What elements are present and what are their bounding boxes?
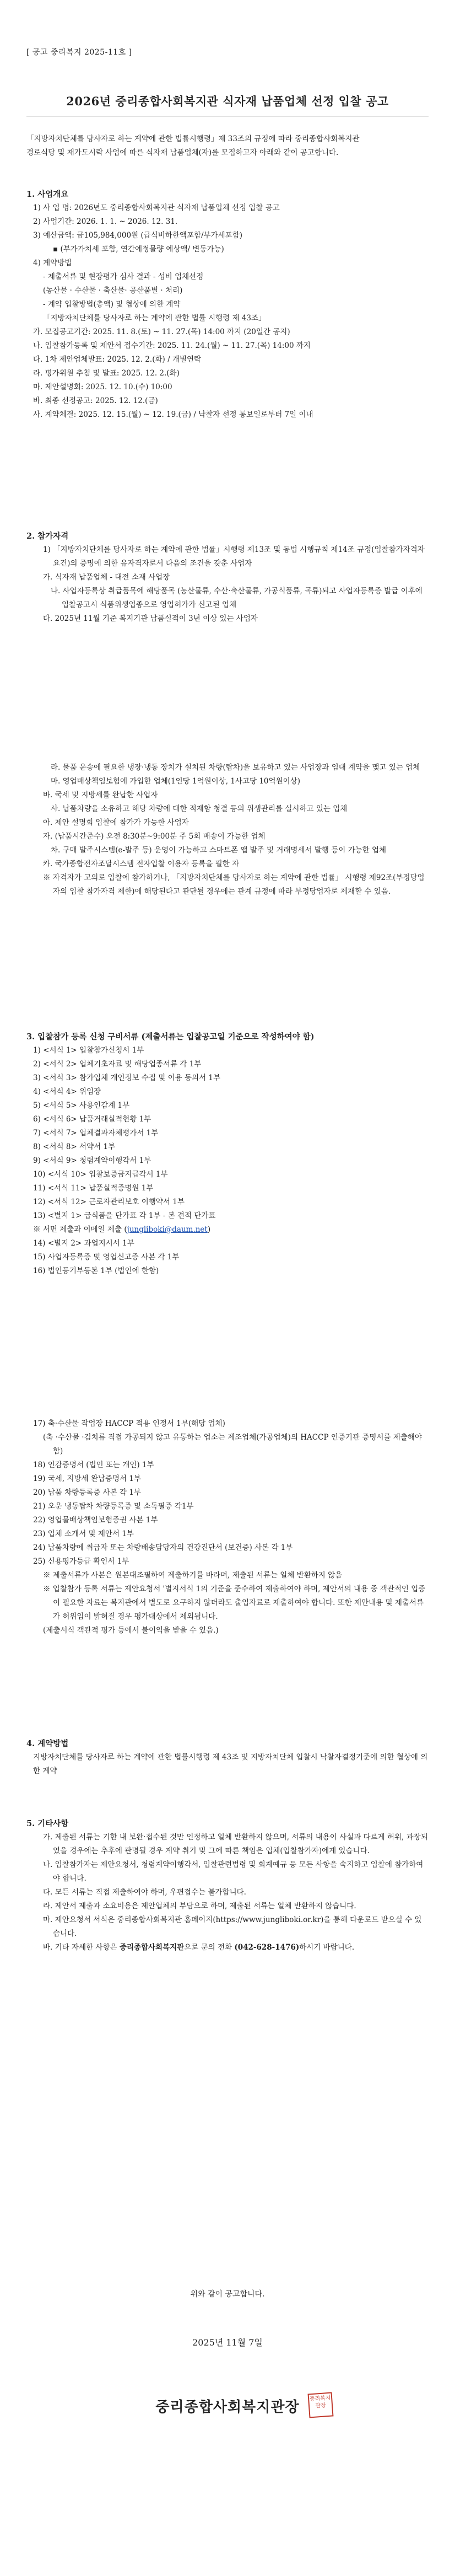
- eligibility-item: 마. 영업배상책임보험에 가입한 업체(1인당 1억원이상, 1사고당 10억원이상): [51, 777, 300, 786]
- section-heading: 5. 기타사항: [26, 1819, 69, 1828]
- overview-item: 3) 예산금액: 금105,984,000원 (급식비하한액포함/부가세포함): [33, 231, 243, 240]
- eligibility-item: 가. 식자재 납품업체 - 대전 소재 사업장: [43, 573, 170, 582]
- document-item: 10) <서식 10> 입찰보증금지급각서 1부: [33, 1170, 168, 1179]
- eligibility-item: 바. 국세 및 지방세를 완납한 사업자: [43, 791, 158, 799]
- overview-item: 바. 최종 선정공고: 2025. 12. 12.(금): [33, 396, 158, 405]
- eligibility-item: 사. 납품차량을 소유하고 해당 차량에 대한 적재함 청결 등의 위생관리를 실시하고 있는 업체: [51, 804, 348, 813]
- eligibility-item: 나. 사업자등록상 취급품목에 해당품목 (농산물류, 수산·축산물류, 가공식품류, 곡류)되고 사업자등록증 발급 이후에 입찰공고시 식품위생업종으로 영업허가가 신고된 업체: [51, 587, 422, 609]
- section-business-overview: [26, 187, 429, 422]
- overview-item: - 제출서류 및 현장평가 심사 결과 - 성비 업체선정: [43, 272, 204, 281]
- document-item: 12) <서식 12> 근로자관리보호 이행약서 1부: [33, 1198, 185, 1206]
- section-required-documents-continued: [26, 1417, 429, 1638]
- overview-item: 사. 계약체결: 2025. 12. 15.(월) ~ 12. 19.(금) / 낙찰자 선정 통보일로부터 7일 이내: [33, 410, 313, 419]
- notice-number: [ 공고 중리복지 2025-11호 ]: [26, 48, 132, 57]
- document-item: 16) 법인등기부등본 1부 (법인에 한함): [33, 1266, 159, 1275]
- document-item: 6) <서식 6> 납품거래실적현황 1부: [33, 1115, 151, 1124]
- document-item: 17) 축·수산물 작업장 HACCP 적용 인정서 1부(해당 업체): [33, 1419, 225, 1428]
- section-body: [26, 761, 429, 899]
- overview-item: - 계약 입찰방법(총액) 및 협상에 의한 계약: [43, 300, 181, 309]
- document-item: 22) 영업물배상책임보험증권 사본 1부: [33, 1516, 158, 1525]
- section-body: [26, 1417, 429, 1638]
- overview-item: 1) 사 업 명: 2026년도 중리종합사회복지관 식자재 납품업체 선정 입찰 공고: [33, 203, 280, 212]
- eligibility-item: 아. 제안 설명회 입찰에 참가가 가능한 사업자: [43, 818, 189, 827]
- document-item: 20) 납품 차량등록증 사본 각 1부: [33, 1488, 141, 1497]
- eligibility-item: 다. 2025년 11월 기준 복지기관 납품실적이 3년 이상 있는 사업자: [43, 614, 258, 623]
- document-item: 25) 신용평가등급 확인서 1부: [33, 1557, 129, 1566]
- overview-item: 나. 입찰참가등록 및 제안서 접수기간: 2025. 11. 24.(월) ~ 11. 27.(목) 14:00 까지: [33, 341, 311, 350]
- section-heading: 3. 입찰참가 등록 신청 구비서류 (제출서류는 입찰공고일 기준으로 작성하여야 함): [26, 1032, 315, 1042]
- document-item: ※ 서면 제출과 이메일 제출 (jungliboki@daum.net): [33, 1225, 211, 1234]
- section-heading: 4. 계약방법: [26, 1739, 69, 1748]
- notice-date: 2025년 11월 7일: [192, 2337, 263, 2348]
- document-item: 15) 사업자등록증 및 영업신고증 사본 각 1부: [33, 1253, 180, 1262]
- document-item: 18) 인감증명서 (법인 또는 개인) 1부: [33, 1461, 154, 1469]
- document-item: 5) <서식 5> 사용인감계 1부: [33, 1101, 130, 1110]
- overview-item: 「지방자치단체를 당사자로 하는 계약에 관한 법률 시행령 제 43조」: [43, 314, 266, 323]
- document-item: 23) 업체 소개서 및 제안서 1부: [33, 1530, 134, 1538]
- document-item: 9) <서식 9> 청렴계약이행각서 1부: [33, 1156, 151, 1165]
- eligibility-item: 자. (납품시간준수) 오전 8:30분~9:00분 주 5회 배송이 가능한 업체: [43, 832, 266, 841]
- contact-phone: (042-628-1476): [234, 1943, 300, 1952]
- contact-mid: 으로 문의 전화: [184, 1943, 235, 1952]
- document-item: 24) 납품차량에 취급자 또는 차량배송담당자의 건강진단서 (보건증) 사본 각 1부: [33, 1543, 293, 1552]
- contact-line: [26, 1941, 429, 1955]
- eligibility-item: 라. 물품 운송에 필요한 냉장·냉동 장치가 설치된 차량(탑차)을 보유하고 있는 사업장과 임대 계약을 맺고 있는 업체: [51, 763, 420, 772]
- document-item: (축 ·수산물 ·김치류 직접 가공되지 않고 유통하는 업소는 제조업체(가공업체)의 HACCP 인증기관 증명서를 제출해야 함): [43, 1433, 422, 1456]
- section-heading: 1. 사업개요: [26, 190, 69, 199]
- document-item: 3) <서식 3> 참가업체 개인정보 수집 및 이용 동의서 1부: [33, 1074, 221, 1082]
- overview-item: 다. 1차 제안업체발표: 2025. 12. 2.(화) / 개별연락: [33, 355, 202, 364]
- misc-item: 다. 모든 서류는 직접 제출하여야 하며, 우편접수는 불가합니다.: [43, 1888, 246, 1897]
- misc-item: 가. 제출된 서류는 기한 내 보완·접수된 것만 인정하고 일체 반환하지 않으며, 서류의 내용이 사실과 다르게 허위, 과장되었을 경우에는 추후에 판명될 경우 계약 취기 및 그에 따른 책임은 업체(입찰참가자)에게 있습니다.: [43, 1833, 428, 1855]
- contact-prefix: 바. 기타 자세한 사항은: [43, 1943, 120, 1952]
- overview-item: 4) 계약방법: [33, 259, 72, 267]
- contract-method-text: 지방자치단체를 당사자로 하는 계약에 관한 법률시행령 제 43조 및 지방자치단체 입찰시 낙찰자결정기준에 의한 협상에 의한 계약: [33, 1753, 428, 1775]
- section-body: [26, 543, 429, 626]
- overview-item: 2) 사업기간: 2026. 1. 1. ~ 2026. 12. 31.: [33, 217, 178, 226]
- contact-org: 중리종합사회복지관: [119, 1943, 185, 1952]
- intro-paragraph: [26, 132, 429, 160]
- document-item: 7) <서식 7> 업체결과자체평가서 1부: [33, 1129, 159, 1137]
- page-title: 2026년 중리종합사회복지관 식자재 납품업체 선정 입찰 공고: [66, 94, 389, 108]
- overview-item: 라. 평가위원 추첨 및 발표: 2025. 12. 2.(화): [33, 369, 180, 378]
- document-item: 14) <별지 2> 과업지시서 1부: [33, 1239, 134, 1248]
- overview-item: (농산물 · 수산물 · 축산물· 공산품별 · 처리): [43, 286, 183, 295]
- organization-name: 중리종합사회복지관장: [155, 2399, 300, 2416]
- overview-item: 가. 모집공고기간: 2025. 11. 8.(토) ~ 11. 27.(목) 14:00 까지 (20일간 공지): [33, 328, 290, 336]
- eligibility-item: 차. 구매 발주시스템(e-발주 등) 운영이 가능하고 스마트폰 앱 발주 및 거래명세서 발행 등이 가능한 업체: [51, 846, 387, 855]
- section-body: [26, 1831, 429, 1941]
- overview-item: ▪ (부가가치세 포함, 연간예정물량 예상액/ 변동가능): [53, 245, 224, 254]
- misc-item: 나. 입찰참가자는 제안요청서, 청렴계약이행각서, 입찰관련법령 및 회계예규 등 모든 사항을 숙지하고 입찰에 참가하여야 합니다.: [43, 1860, 424, 1883]
- overview-item: 마. 제안설명회: 2025. 12. 10.(수) 10:00: [33, 383, 172, 391]
- contact-suffix: 하시기 바랍니다.: [299, 1943, 355, 1952]
- section-eligibility: [26, 529, 429, 626]
- document-item: ※ 입찰참가 등록 서류는 제안요청서 '별지서식 1의 기준을 준수하여 제출하여야 하며, 제안서의 내용 중 객관적인 입증이 필요한 자료는 복지관에서 별도로 요구하지 않더라도 출입자료로 제출하여야 합니다. 또한 제안내용 및 제출서류가 허위임이 밝혀질 경우 평가대상에서 제외됩니다.: [43, 1585, 426, 1621]
- document-item: 2) <서식 2> 업체기초자료 및 해당업종서류 각 1부: [33, 1060, 202, 1069]
- email-link[interactable]: jungliboki@daum.net: [127, 1225, 208, 1234]
- intro-line: 경로식당 및 재가도시락 사업에 따른 식자재 납품업체(자)를 모집하고자 아래와 같이 공고합니다.: [26, 148, 339, 157]
- misc-item: 마. 제안요청서 서식은 중리종합사회복지관 홈페이지(https://www.jungliboki.or.kr)을 통해 다운로드 받으실 수 있습니다.: [43, 1915, 422, 1938]
- misc-item: 라. 제안서 제출과 소요비용은 제안업체의 부담으로 하며, 제출된 서류는 일체 반환하지 않습니다.: [43, 1902, 356, 1910]
- document-item: (제출서식 객관적 평가 등에서 불이익을 받을 수 있음.): [43, 1626, 219, 1635]
- document-item: 21) 오운 냉동탑차 차량등록증 및 소독필증 각1부: [33, 1502, 194, 1511]
- document-item: 13) <별지 1> 급식품을 단가표 각 1부 - 본 견적 단가표: [33, 1211, 216, 1220]
- intro-line: 「지방자치단체를 당사자로 하는 계약에 관한 법률시행령」제 33조의 규정에 따라 중리종합사회복지관: [26, 135, 360, 143]
- document-item: 11) <서식 11> 납품실적증명원 1부: [33, 1184, 154, 1193]
- official-seal: 중리복지관장: [308, 2392, 334, 2418]
- document-item: 19) 국세, 지방세 완납증명서 1부: [33, 1474, 141, 1483]
- section-heading: 2. 참가자격: [26, 532, 69, 541]
- section-contract-method: [26, 1737, 429, 1778]
- document-item: ※ 제출서류가 사본은 원본대조필하여 제출하기를 바라며, 제출된 서류는 일체 반환하지 않음: [43, 1571, 343, 1580]
- eligibility-item: 카. 국가종합전자조달시스템 전자입찰 이용자 등록을 필한 자: [43, 860, 240, 868]
- document-item: 4) <서식 4> 위임장: [33, 1087, 101, 1096]
- eligibility-item: ※ 자격자가 고의로 입찰에 참가하거나, 「지방자치단체를 당사자로 하는 계약에 관한 법률」 시행령 제92조(부정당업자의 입찰 참가자격 제한)에 해당된다고 판단될 경우에는 관계 규정에 따라 부정당업자로 제재할 수 있음.: [43, 873, 425, 896]
- section-required-documents: [26, 1030, 429, 1278]
- eligibility-item: 1) 「지방자치단체를 당사자로 하는 계약에 관한 법률」시행령 제13조 및 동법 시행규칙 제14조 규정(입찰참가자격자 요건)의 증명에 의한 유자격자로서 다음의 조건을 갖춘 사업자: [43, 545, 425, 568]
- section-eligibility-continued: [26, 761, 429, 899]
- document-item: 8) <서식 8> 서약서 1부: [33, 1142, 116, 1151]
- section-body: [26, 1044, 429, 1278]
- document-item: 1) <서식 1> 입찰참가신청서 1부: [33, 1046, 144, 1055]
- section-misc: [26, 1817, 429, 1955]
- closing-statement: 위와 같이 공고합니다.: [190, 2290, 265, 2299]
- section-body: [26, 201, 429, 422]
